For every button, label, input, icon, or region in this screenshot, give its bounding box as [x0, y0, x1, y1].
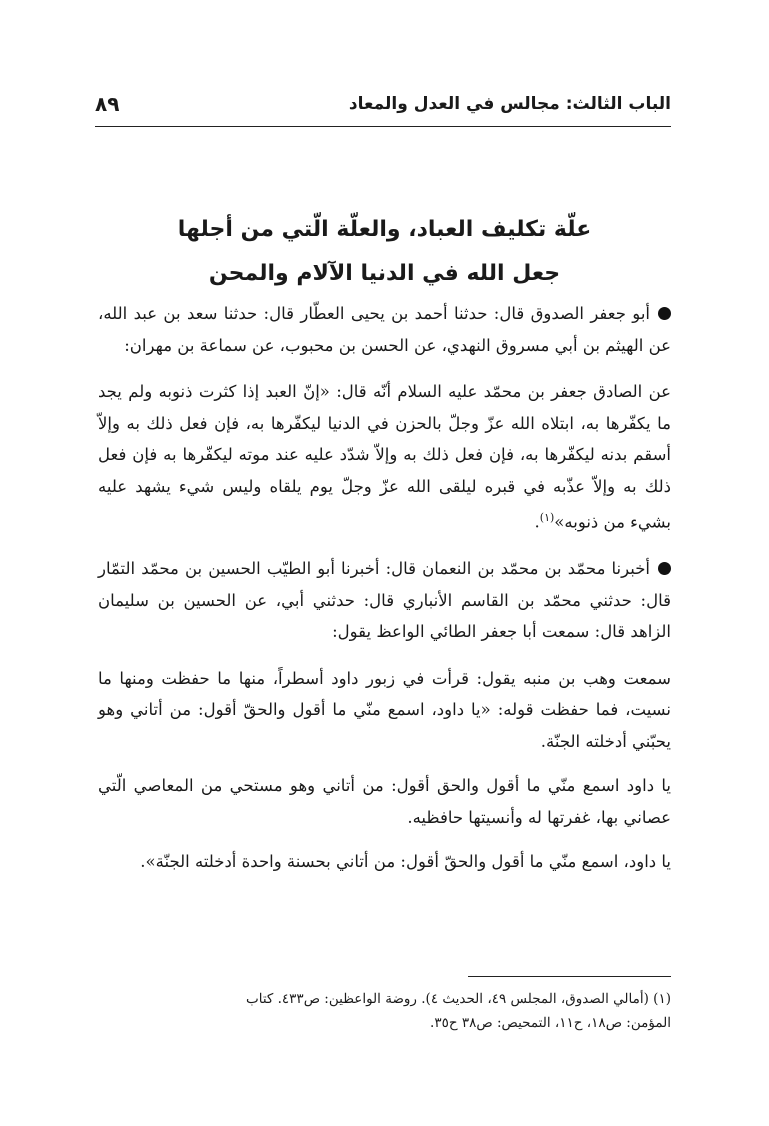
footnote-1-line-2: المؤمن: ص١٨، ح١١، التمحيص: ص٣٨ ح٣٥. — [430, 1015, 671, 1031]
paragraph-3: أخبرنا محمّد بن محمّد بن النعمان قال: أخبرنا أبو الطيّب الحسين بن محمّد التمّار قال: حدثني محمّد بن القاسم الأنباري قال: حدثني أبي، عن الحسين بن سليمان الزاهد قال: سمعت أبا جعفر الطائي الواعظ يقول: — [98, 559, 671, 641]
paragraph-2: عن الصادق جعفر بن محمّد عليه السلام أنّه قال: «إنّ العبد إذا كثرت ذنوبه ولم يجد ما يكفّرها به، ابتلاه الله عزّ وجلّ بالحزن في الدنيا ليكفّرها به، فإن فعل ذلك به وإلاّ أسقم بدنه ليكفّرها به، فإن فعل ذلك به وإلاّ شدّد عليه عند موته ليكفّرها به فإن فعل ذلك به وإلاّ عذّبه في قبره ليلقى الله عزّ وجلّ يوم يلقاه وليس شيء يشهد عليه بشيء من ذنوبه»$^{(١)}$. — [98, 382, 671, 532]
footnote-divider — [468, 976, 671, 977]
footnote-ref: (١) — [539, 511, 555, 524]
header-divider — [95, 126, 671, 127]
paragraph-6: يا داود، اسمع منّي ما أقول والحقّ أقول: من أتاني بحسنة واحدة أدخلته الجنّة». — [140, 852, 671, 871]
chapter-title: الباب الثالث: مجالس في العدل والمعاد — [348, 94, 671, 114]
body-text — [98, 298, 671, 891]
paragraph-5: يا داود اسمع منّي ما أقول والحق أقول: من أتاني وهو مستحي من المعاصي الّتي عصاني بها، غفرتها له وأنسيتها حافظيه. — [98, 776, 671, 827]
bullet-icon — [658, 307, 671, 320]
footnotes — [98, 987, 671, 1035]
footnote-1-line-1: (١) (أمالي الصدوق، المجلس ٤٩، الحديث ٤). روضة الواعظين: ص٤٣٣. كتاب — [246, 991, 671, 1007]
page-number: ٨٩ — [95, 92, 120, 116]
bullet-icon — [658, 562, 671, 575]
section-heading-line-1: علّة تكليف العباد، والعلّة الّتي من أجلها — [177, 217, 592, 242]
section-heading-line-2: جعل الله في الدنيا الآلام والمحن — [208, 261, 561, 286]
paragraph-4: سمعت وهب بن منبه يقول: قرأت في زبور داود أسطراً، منها ما حفظت ومنها ما نسيت، فما حفظت قوله: «يا داود، اسمع منّي ما أقول والحقّ أقول: من أتاني وهو يحبّني أدخلته الجنّة. — [98, 668, 671, 751]
running-header — [95, 92, 671, 124]
paragraph-1: أبو جعفر الصدوق قال: حدثنا أحمد بن يحيى العطّار قال: حدثنا سعد بن عبد الله، عن الهيثم بن أبي مسروق النهدي، عن الحسن بن محبوب، عن سماعة بن مهران: — [98, 304, 671, 355]
section-heading — [98, 208, 671, 296]
